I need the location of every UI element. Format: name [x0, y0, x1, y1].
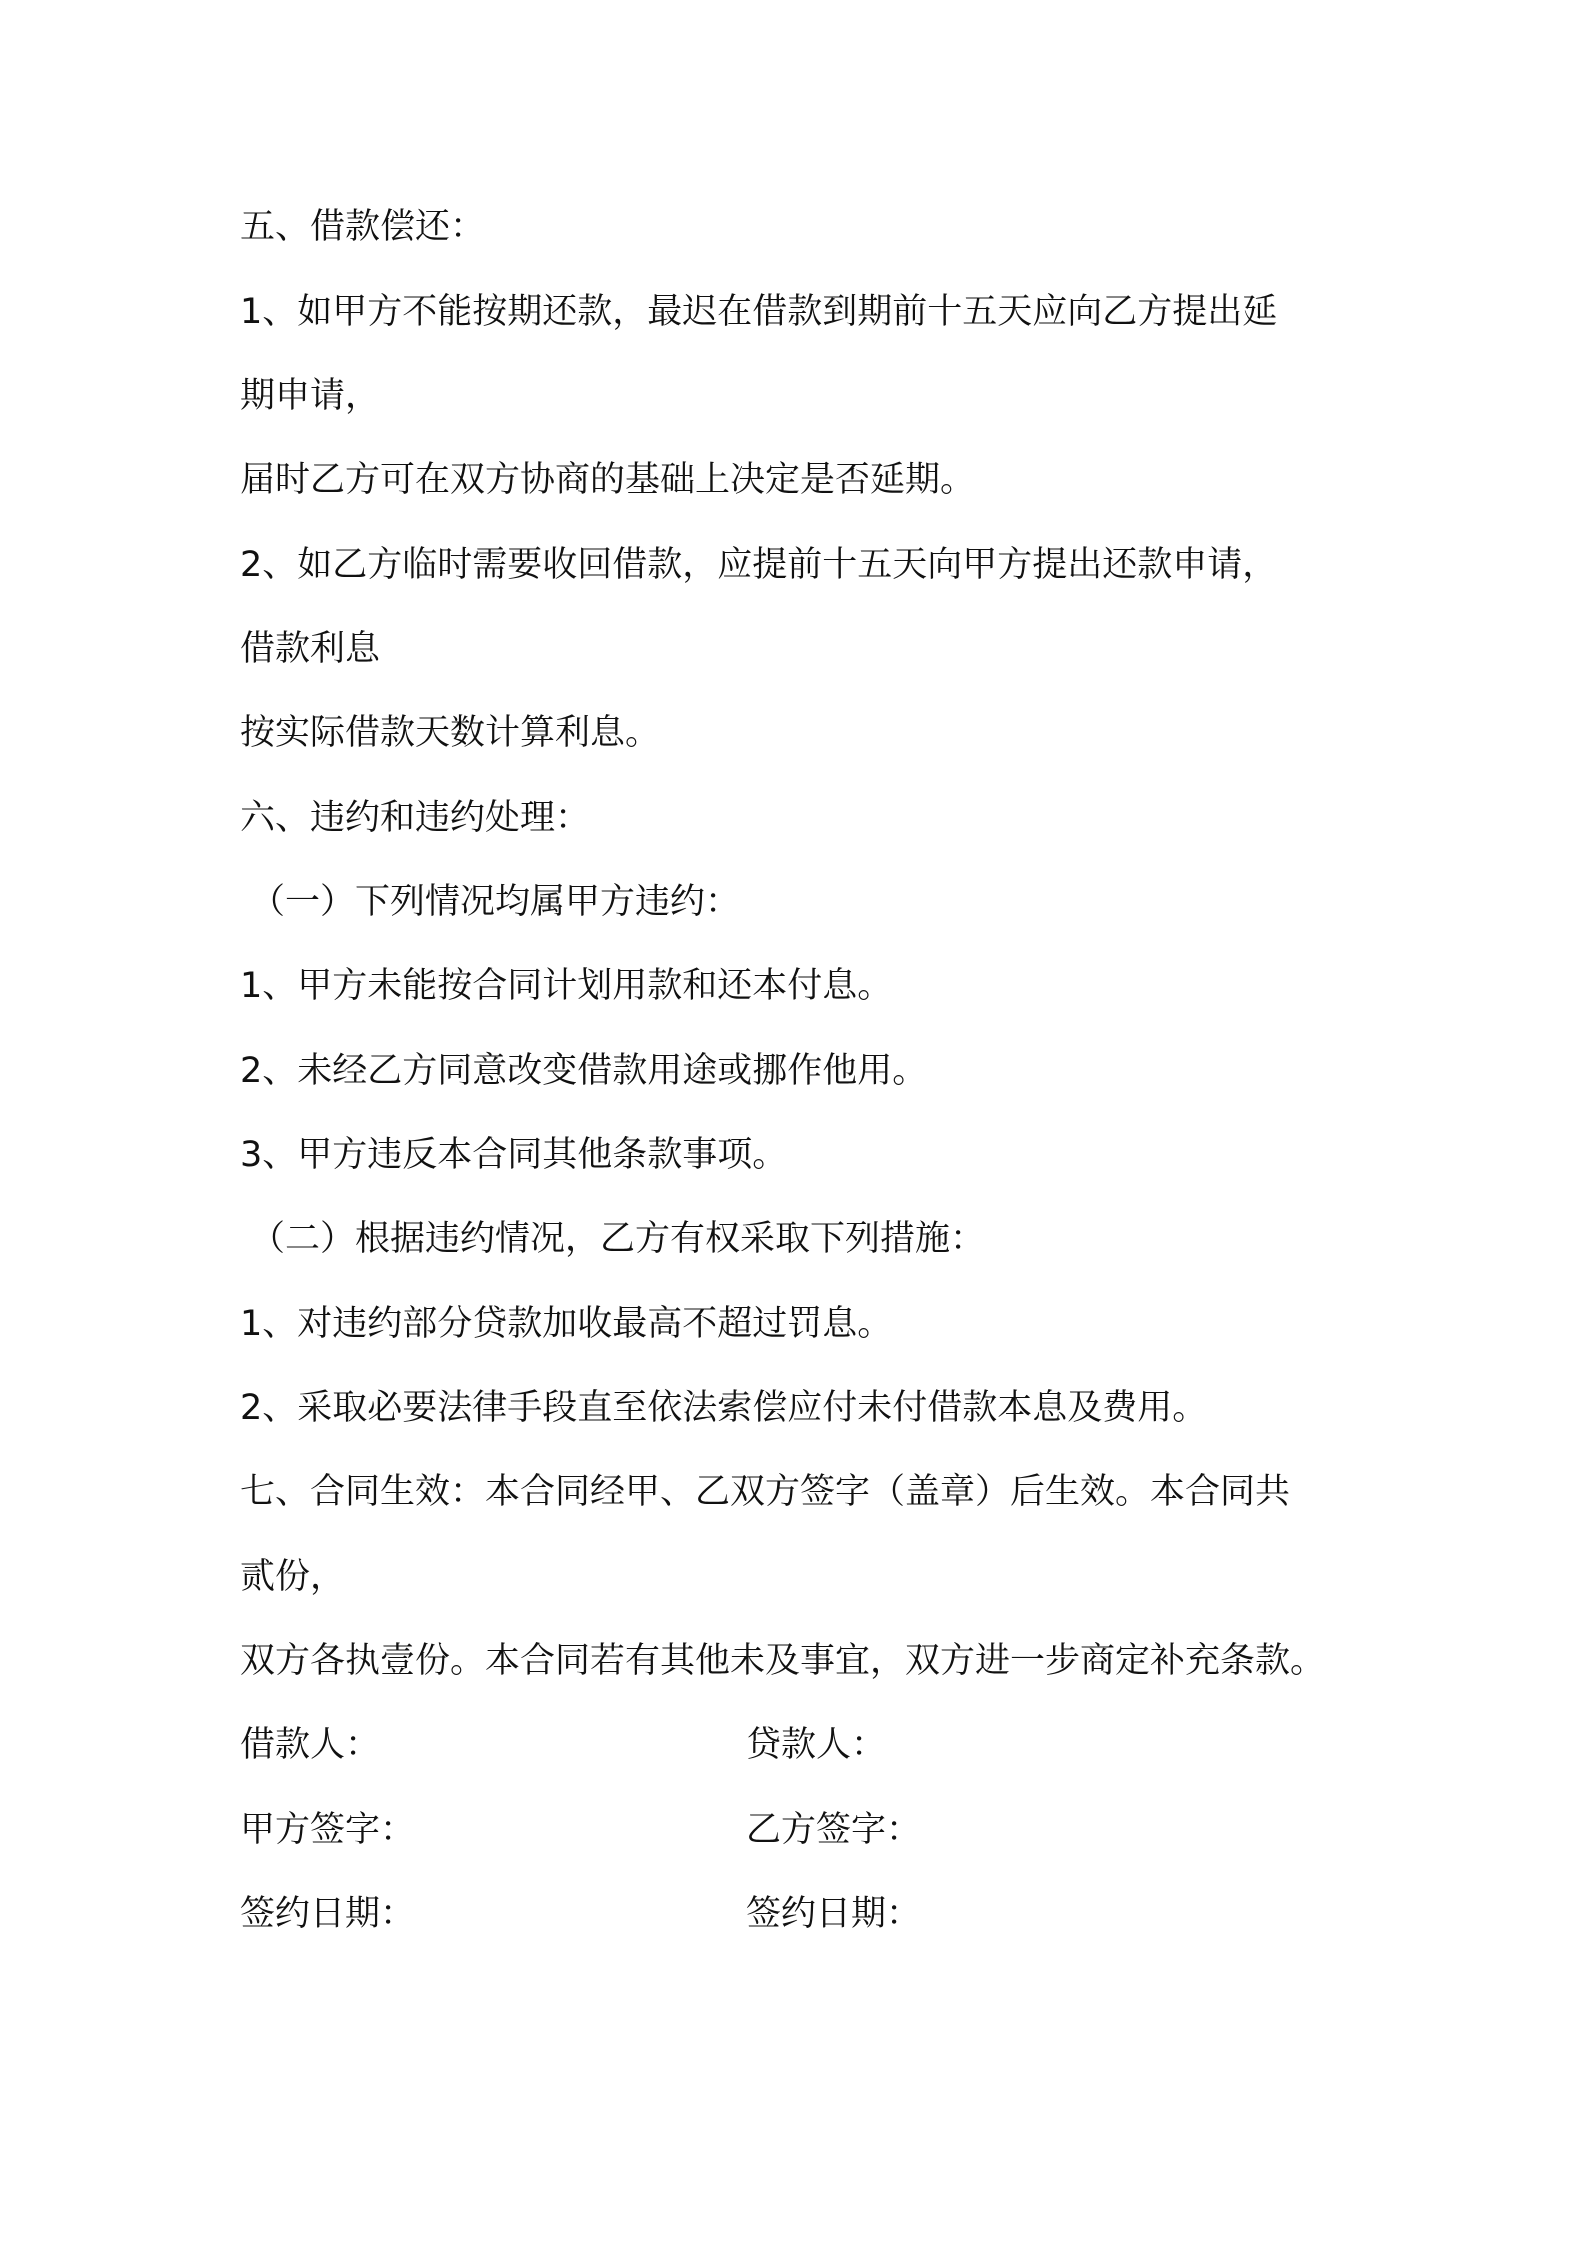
section5-item1-line2: 期申请， — [240, 376, 381, 416]
section6-sub2-heading: （二）根据违约情况，乙方有权采取下列措施： — [250, 1219, 986, 1259]
section5-heading: 五、借款偿还： — [240, 207, 486, 247]
section7-line3: 双方各执壹份。本合同若有其他未及事宜，双方进一步商定补充条款。 — [240, 1641, 1326, 1681]
section6-sub1-heading: （一）下列情况均属甲方违约： — [250, 882, 741, 922]
section6-sub2-item: 2、采取必要法律手段直至依法索偿应付未付借款本息及费用。 — [240, 1388, 1208, 1428]
section5-item2-line3: 按实际借款天数计算利息。 — [240, 713, 661, 753]
section6-heading: 六、违约和违约处理： — [240, 798, 591, 838]
section6-sub1-item: 3、甲方违反本合同其他条款事项。 — [240, 1135, 788, 1175]
party-b-date-label: 签约日期： — [746, 1894, 922, 1934]
section5-item1-line3: 届时乙方可在双方协商的基础上决定是否延期。 — [240, 460, 976, 500]
section7-line2: 贰份， — [240, 1557, 346, 1597]
section5-item1-line1: 1、如甲方不能按期还款，最迟在借款到期前十五天应向乙方提出延 — [240, 292, 1278, 332]
lender-label: 贷款人： — [746, 1725, 887, 1765]
party-b-sign-label: 乙方签字： — [746, 1810, 922, 1850]
party-a-date-label: 签约日期： — [240, 1894, 416, 1934]
section6-sub1-item: 1、甲方未能按合同计划用款和还本付息。 — [240, 966, 893, 1006]
section5-item2-line2: 借款利息 — [240, 629, 381, 669]
section7-line1: 七、合同生效：本合同经甲、乙双方签字（盖章）后生效。本合同共 — [240, 1472, 1291, 1512]
section5-item2-line1: 2、如乙方临时需要收回借款，应提前十五天向甲方提出还款申请， — [240, 545, 1278, 585]
section6-sub1-item: 2、未经乙方同意改变借款用途或挪作他用。 — [240, 1051, 928, 1091]
section6-sub2-item: 1、对违约部分贷款加收最高不超过罚息。 — [240, 1304, 893, 1344]
borrower-label: 借款人： — [240, 1725, 381, 1765]
party-a-sign-label: 甲方签字： — [240, 1810, 416, 1850]
